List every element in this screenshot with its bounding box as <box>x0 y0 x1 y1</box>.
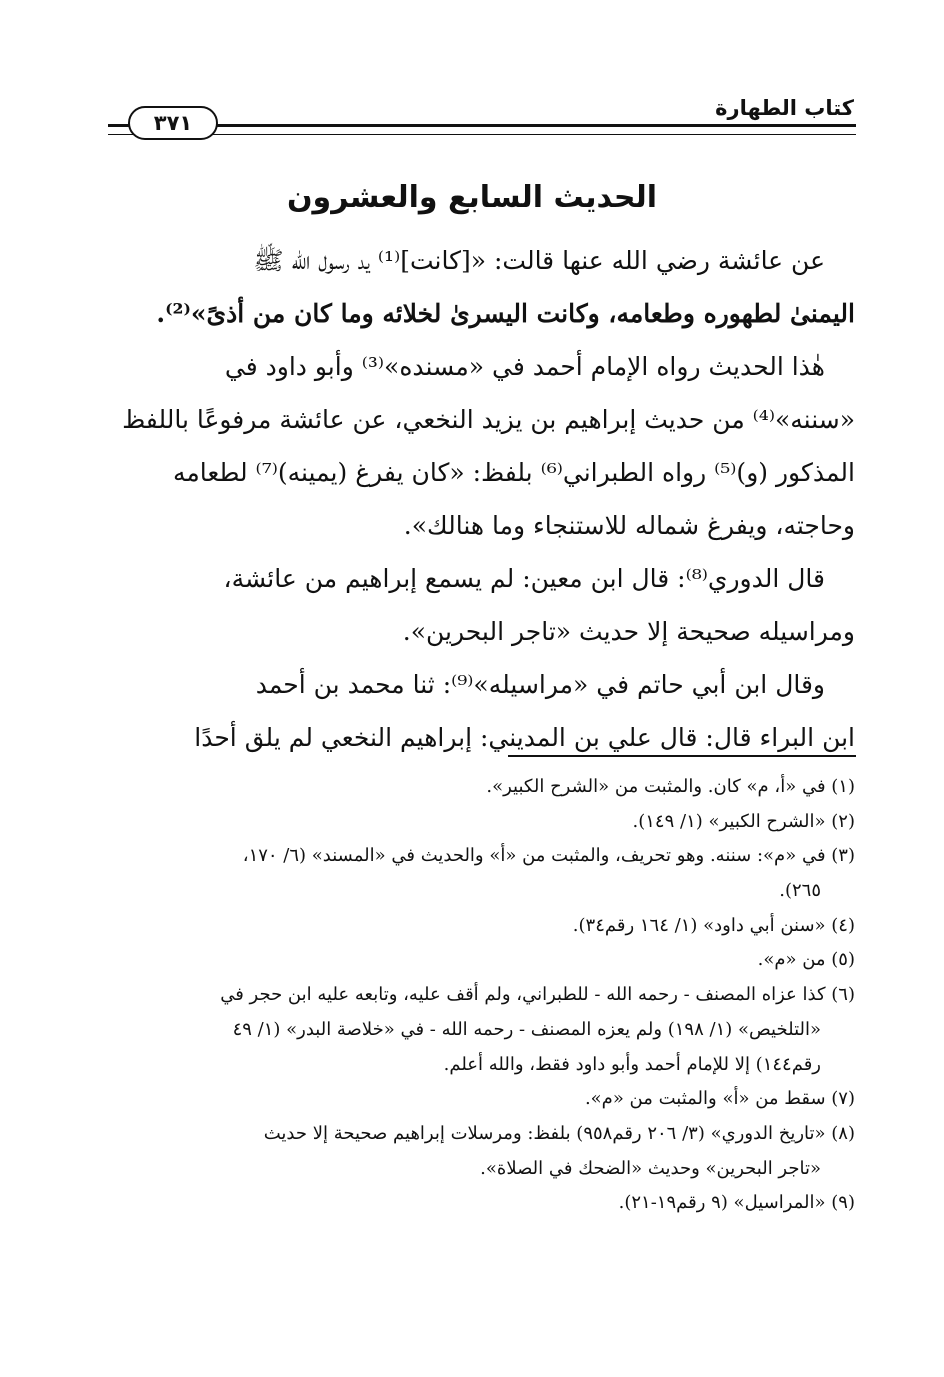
footnote-line: (٩) «المراسيل» (٩ رقم١٩-٢١). <box>618 1192 855 1214</box>
body-line: عن عائشة رضي الله عنها قالت: «[كانت]⁽¹⁾ يد رسول الله ﷺ <box>253 246 825 275</box>
footnote-line: (٨) «تاريخ الدوري» (٣/ ٢٠٦ رقم٩٥٨) بلفظ: ومرسلات إبراهيم صحيحة إلا حديث <box>263 1122 855 1144</box>
footnote-line: «التلخيص» (١/ ١٩٨) ولم يعزه المصنف - رحمه الله - في «خلاصة البدر» (١/ ٤٩ <box>232 1018 821 1040</box>
footnotes <box>108 770 855 1221</box>
footnote-line: رقم١٤٤) إلا للإمام أحمد وأبو داود فقط، والله أعلم. <box>443 1053 821 1075</box>
body-line: المذكور (و)⁽⁵⁾ رواه الطبراني⁽⁶⁾ بلفظ: «كان يفرغ (يمينه)⁽⁷⁾ لطعامه <box>173 458 855 487</box>
footnote-line: (٧) سقط من «أ» والمثبت من «م». <box>584 1088 855 1110</box>
footnote-line: (٣) في «م»: سننه. وهو تحريف، والمثبت من «أ» والحديث في «المسند» (٦/ ١٧٠، <box>242 845 855 867</box>
body-line: اليمنىٰ لطهوره وطعامه، وكانت اليسرىٰ لخلائه وما كان من أذىً»⁽²⁾. <box>156 299 855 328</box>
body-line: ابن البراء قال: قال علي بن المديني: إبراهيم النخعي لم يلق أحدًا <box>194 723 855 752</box>
footnote-line: ٢٦٥). <box>779 880 821 902</box>
page-number: ٣٧١ <box>153 111 193 135</box>
footnote-separator <box>508 755 856 757</box>
chapter-title: الحديث السابع والعشرون <box>286 180 658 215</box>
footnote-line: (٦) كذا عزاه المصنف - رحمه الله - للطبراني، ولم أقف عليه، وتابعه عليه ابن حجر في <box>220 984 855 1006</box>
body-line: ومراسيله صحيحة إلا حديث «تاجر البحرين». <box>402 617 855 646</box>
footnote-line: (٥) من «م». <box>757 949 855 971</box>
body-text <box>108 234 855 764</box>
page-number-badge <box>128 106 218 140</box>
footnote-line: (١) في «أ، م» كان. والمثبت من «الشرح الكبير». <box>486 776 855 797</box>
body-line: هٰذا الحديث رواه الإمام أحمد في «مسنده»⁽³⁾ وأبو داود في <box>224 352 825 381</box>
body-line: قال الدوري⁽⁸⁾: قال ابن معين: لم يسمع إبراهيم من عائشة، <box>223 564 825 593</box>
footnote-line: «تاجر البحرين» وحديث «الضحك في الصلاة». <box>480 1157 821 1179</box>
footnote-line: (٢) «الشرح الكبير» (١/ ١٤٩). <box>632 810 855 832</box>
body-line: وحاجته، ويفرغ شماله للاستنجاء وما هنالك». <box>403 511 855 540</box>
running-header-title: كتاب الطهارة <box>715 96 854 120</box>
footnote-line: (٤) «سنن أبي داود» (١/ ١٦٤ رقم٣٤). <box>572 914 855 936</box>
body-line: «سننه»⁽⁴⁾ من حديث إبراهيم بن يزيد النخعي، عن عائشة مرفوعًا باللفظ <box>122 405 855 434</box>
header-rule <box>108 124 856 135</box>
body-line: وقال ابن أبي حاتم في «مراسيله»⁽⁹⁾: ثنا محمد بن أحمد <box>255 670 825 699</box>
